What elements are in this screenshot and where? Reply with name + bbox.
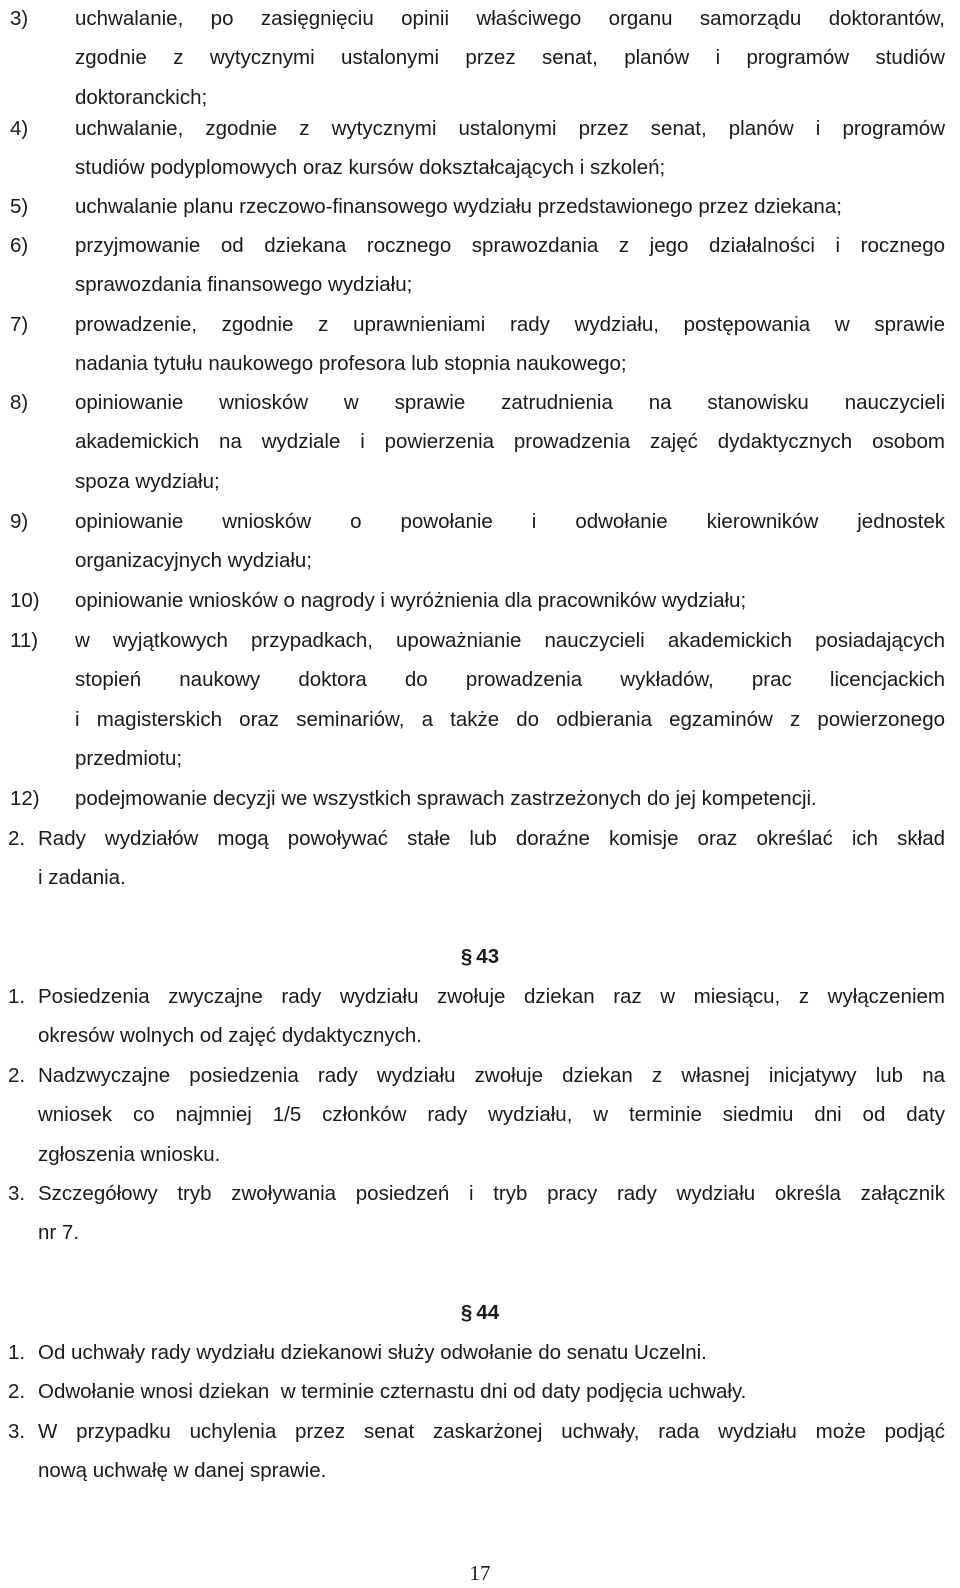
section-44-item-3 [8, 1417, 945, 1483]
paragraph-line: Nadzwyczajne posiedzenia rady wydziału zwołuje dziekan z własnej inicjatywy lub na [38, 1064, 945, 1087]
paragraph-line: nr 7. [38, 1221, 80, 1245]
list-item-line: przedmiotu; [75, 747, 183, 771]
page-number: 17 [469, 1561, 491, 1585]
paragraph-number: 3. [8, 1182, 26, 1205]
list-item-5 [10, 192, 945, 222]
paragraph-line: okresów wolnych od zajęć dydaktycznych. [38, 1024, 422, 1048]
paragraph-number: 2. [8, 827, 26, 850]
paragraph-number: 3. [8, 1420, 26, 1443]
paragraph-number: 1. [8, 1341, 26, 1364]
list-item-line: podejmowanie decyzji we wszystkich sprawach zastrzeżonych do jej kompetencji. [75, 787, 817, 810]
paragraph-number: 2. [8, 1064, 26, 1087]
list-item-number: 5) [10, 195, 29, 218]
list-item-number: 8) [10, 391, 29, 414]
section-44-item-2 [8, 1377, 945, 1407]
paragraph-line: wniosek co najmniej 1/5 członków rady wydziału, w terminie siedmiu dni od daty [38, 1103, 945, 1127]
paragraph-number: 1. [8, 985, 26, 1008]
list-item-3 [10, 4, 945, 109]
list-item-8 [10, 388, 945, 493]
section-43-item-2 [8, 1061, 945, 1166]
list-item-line: w wyjątkowych przypadkach, upoważnianie nauczycieli akademickich posiadających [75, 629, 945, 652]
list-item-line: prowadzenie, zgodnie z uprawnieniami rady wydziału, postępowania w sprawie [75, 313, 945, 336]
paragraph-line: Rady wydziałów mogą powoływać stałe lub doraźne komisje oraz określać ich skład [38, 827, 945, 850]
list-item-4 [10, 114, 945, 180]
section-symbol: § [460, 1301, 473, 1324]
paragraph-line: W przypadku uchylenia przez senat zaskarżonej uchwały, rada wydziału może podjąć [38, 1420, 945, 1443]
list-item-line: uchwalanie planu rzeczowo-finansowego wydziału przedstawionego przez dziekana; [75, 195, 842, 218]
paragraph-line: Od uchwały rady wydziału dziekanowi służy odwołanie do senatu Uczelni. [38, 1341, 707, 1364]
list-item-number: 10) [10, 589, 40, 612]
paragraph-line: Odwołanie wnosi dziekan w terminie czternastu dni od daty podjęcia uchwały. [38, 1380, 747, 1403]
section-heading-44 [0, 1298, 960, 1328]
list-item-number: 11) [10, 629, 39, 652]
section-number: 43 [476, 945, 500, 968]
list-item-11 [10, 626, 945, 771]
list-item-line: sprawozdania finansowego wydziału; [75, 273, 413, 297]
list-item-line: i magisterskich oraz seminariów, a także do odbierania egzaminów z powierzonego [75, 707, 945, 731]
list-item-line: przyjmowanie od dziekana rocznego sprawozdania z jego działalności i rocznego [75, 234, 945, 257]
section-number: 44 [476, 1301, 500, 1324]
section-symbol: § [460, 945, 473, 968]
list-item-number: 3) [10, 7, 29, 30]
list-item-10 [10, 586, 945, 616]
list-item-number: 7) [10, 313, 29, 336]
paragraph-line: nową uchwałę w danej sprawie. [38, 1459, 327, 1483]
paragraph-2 [8, 824, 945, 890]
list-item-line: stopień naukowy doktora do prowadzenia wykładów, prac licencjackich [75, 668, 945, 692]
section-44-item-1 [8, 1338, 945, 1368]
list-item-line: akademickich na wydziale i powierzenia prowadzenia zajęć dydaktycznych osobom [75, 430, 945, 454]
list-item-line: doktoranckich; [75, 85, 208, 109]
list-item-line: opiniowanie wniosków o powołanie i odwołanie kierowników jednostek [75, 510, 945, 533]
paragraph-number: 2. [8, 1380, 26, 1403]
list-item-line: nadania tytułu naukowego profesora lub stopnia naukowego; [75, 352, 627, 376]
list-item-line: uchwalanie, po zasięgnięciu opinii właściwego organu samorządu doktorantów, [75, 7, 945, 30]
paragraph-line: Szczegółowy tryb zwoływania posiedzeń i tryb pracy rady wydziału określa załącznik [38, 1182, 945, 1205]
list-item-line: spoza wydziału; [75, 469, 220, 493]
list-item-line: uchwalanie, zgodnie z wytycznymi ustalonymi przez senat, planów i programów [75, 117, 945, 140]
list-item-line: organizacyjnych wydziału; [75, 549, 313, 573]
section-43-item-1 [8, 982, 945, 1048]
paragraph-line: i zadania. [38, 866, 126, 890]
list-item-9 [10, 507, 945, 573]
list-item-line: studiów podyplomowych oraz kursów dokształcających i szkoleń; [75, 156, 666, 180]
section-43-item-3 [8, 1179, 945, 1245]
list-item-12 [10, 784, 945, 814]
paragraph-line: zgłoszenia wniosku. [38, 1142, 221, 1166]
list-item-line: opiniowanie wniosków o nagrody i wyróżnienia dla pracowników wydziału; [75, 589, 747, 612]
list-item-6 [10, 231, 945, 297]
list-item-number: 6) [10, 234, 29, 257]
list-item-line: opiniowanie wniosków w sprawie zatrudnienia na stanowisku nauczycieli [75, 391, 945, 414]
section-heading-43 [0, 942, 960, 972]
list-item-number: 4) [10, 117, 29, 140]
list-item-number: 9) [10, 510, 29, 533]
list-item-7 [10, 310, 945, 376]
list-item-number: 12) [10, 787, 40, 810]
list-item-line: zgodnie z wytycznymi ustalonymi przez senat, planów i programów studiów [75, 46, 945, 70]
paragraph-line: Posiedzenia zwyczajne rady wydziału zwołuje dziekan raz w miesiącu, z wyłączeniem [38, 985, 945, 1008]
